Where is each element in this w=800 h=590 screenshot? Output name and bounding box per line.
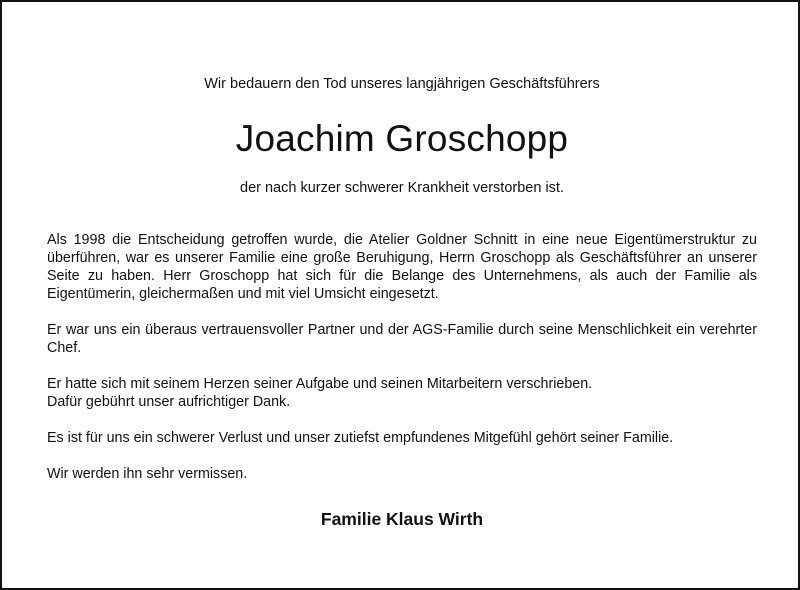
paragraph-partner: Er war uns ein überaus vertrauensvoller Partner und der AGS-Familie durch seine Menschlichkeit ein verehrter Chef. [47, 322, 757, 356]
intro-text: Wir bedauern den Tod unseres langjährigen Geschäftsführers [204, 76, 600, 92]
signature: Familie Klaus Wirth [320, 509, 484, 529]
gratitude-line-1: Er hatte sich mit seinem Herzen seiner Aufgabe und seinen Mitarbeitern verschrieben. [47, 376, 593, 392]
subline-text: der nach kurzer schwerer Krankheit verstorben ist. [240, 180, 564, 196]
deceased-name: Joachim Groschopp [235, 118, 569, 159]
paragraph-condolence: Es ist für uns ein schwerer Verlust und unser zutiefst empfundenes Mitgefühl gehört seiner Familie. [47, 430, 674, 446]
notice-body [47, 231, 757, 501]
gratitude-line-2: Dafür gebührt unser aufrichtiger Dank. [47, 394, 291, 410]
paragraph-farewell: Wir werden ihn sehr vermissen. [47, 466, 248, 482]
paragraph-history: Als 1998 die Entscheidung getroffen wurde, die Atelier Goldner Schnitt in eine neue Eigentümerstruktur zu überführen, war es unserer Familie eine große Beruhigung, Herrn Groschopp als Geschäftsführer an unserer Seite zu haben. Herr Groschopp hat sich für die Belange des Unternehmens, als auch der Familie als Eigentümerin, gleichermaßen und mit viel Umsicht eingesetzt. [47, 232, 757, 302]
paragraph-gratitude [47, 375, 757, 411]
